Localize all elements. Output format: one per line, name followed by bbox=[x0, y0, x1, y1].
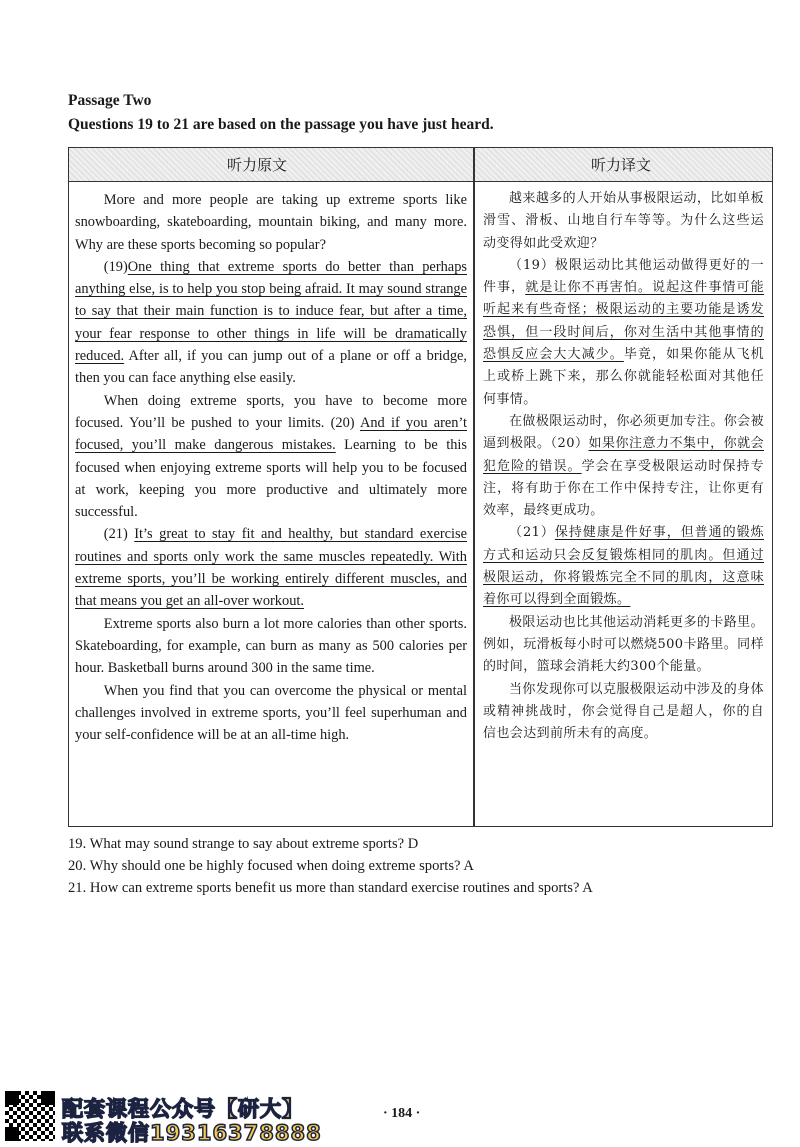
chinese-paragraph-5: 极限运动也比其他运动消耗更多的卡路里。例如，玩滑板每小时可以燃烧500卡路里。同样的时间，篮球会消耗大约300个能量。 bbox=[483, 614, 764, 675]
english-paragraph-2-rest: After all, if you can jump out of a plane or off a bridge, then you can face anything else easily. bbox=[75, 348, 467, 387]
question-marker-19: (19) bbox=[103, 258, 128, 275]
passage-title: Passage Two bbox=[68, 92, 152, 109]
chinese-translation bbox=[475, 181, 772, 745]
question-20: 20. Why should one be highly focused when doing extreme sports? A bbox=[68, 858, 474, 874]
cn-answer-underline-20: 如果你注意力不集中，你就会犯危险的错误。 bbox=[483, 436, 764, 474]
table-header bbox=[69, 148, 772, 182]
question-21: 21. How can extreme sports benefit us more than standard exercise routines and sports? A bbox=[68, 880, 593, 896]
cn-question-marker-19: （19） bbox=[509, 257, 555, 273]
chinese-paragraph-3-end: 学会在享受极限运动时保持专注，将有助于你在工作中保持专注，让你更有效率，最终更成功。 bbox=[483, 458, 764, 519]
cn-answer-underline-21: 保持健康是件好事，但普通的锻炼方式和运动只会反复锻炼相同的肌肉。但通过极限运动，你将锻炼完全不同的肌肉，这意味着你可以得到全面锻炼。 bbox=[483, 525, 764, 608]
chinese-paragraph-1: 越来越多的人开始从事极限运动，比如单板滑雪、滑板、山地自行车等等。为什么这些运动变得如此受欢迎？ bbox=[483, 191, 764, 251]
chinese-paragraph-2 bbox=[483, 255, 764, 411]
question-marker-21: (21) bbox=[103, 526, 135, 543]
english-paragraph-3-end: Learning to be this focused when enjoying extreme sports will help you to be focused at work, keeping you more productive and ultimately more successful. bbox=[75, 437, 467, 521]
english-paragraph-2 bbox=[75, 256, 467, 390]
watermark-line-2: 联系微信19316378888 bbox=[62, 1121, 322, 1145]
chinese-paragraph-2-rest: 毕竟，如果你能从飞机上或桥上跳下来，那么你就能轻松面对其他任何事情。 bbox=[483, 347, 764, 407]
watermark-line-1: 配套课程公众号【研大】 bbox=[62, 1097, 304, 1121]
english-transcript bbox=[69, 181, 473, 746]
english-paragraph-5: Extreme sports also burn a lot more calories than other sports. Skateboarding, for example, can burn as many as 500 calories per hour. Basketball burns around 300 in the same time. bbox=[75, 615, 467, 677]
answer-list bbox=[68, 833, 593, 899]
transcript-table bbox=[68, 147, 773, 827]
header-original-text: 听力原文 bbox=[227, 156, 288, 174]
chinese-paragraph-3 bbox=[483, 411, 764, 522]
cn-question-marker-21: （21） bbox=[509, 525, 555, 541]
english-paragraph-4 bbox=[75, 523, 467, 612]
english-paragraph-3 bbox=[75, 390, 467, 524]
cn-answer-underline-19: 就是让你不再害怕。说起这件事情可能听起来有些奇怪；极限运动的主要功能是诱发恐惧，但一段时间后，你对生活中其他事情的恐惧反应会大大减少。 bbox=[483, 280, 765, 363]
answer-underline-20: And if you aren’t focused, you’ll make dangerous mistakes. bbox=[75, 414, 467, 454]
header-translation: 听力译文 bbox=[591, 156, 652, 174]
page-number: · 184 · bbox=[383, 1106, 421, 1121]
questions-instruction: Questions 19 to 21 are based on the passage you have just heard. bbox=[68, 116, 494, 133]
chinese-paragraph-2-start: 极限运动比其他运动做得更好的一件事， bbox=[483, 257, 764, 296]
english-paragraph-1: More and more people are taking up extreme sports like snowboarding, skateboarding, mountain biking, and many more. Why are these sports becoming so popular? bbox=[75, 192, 467, 253]
chinese-paragraph-4 bbox=[483, 522, 764, 611]
chinese-paragraph-6: 当你发现你可以克服极限运动中涉及的身体或精神挑战时，你会觉得自己是超人，你的自信也会达到前所未有的高度。 bbox=[483, 681, 764, 742]
qr-code-icon bbox=[5, 1091, 55, 1141]
answer-underline-21: It’s great to stay fit and healthy, but standard exercise routines and sports only work the same muscles repeatedly. With extreme sports, you’ll be working entirely different muscles, and that means you get an all-over workout. bbox=[75, 526, 468, 610]
question-19: 19. What may sound strange to say about extreme sports? D bbox=[68, 836, 419, 852]
answer-underline-19: One thing that extreme sports do better than perhaps anything else, is to help you stop being afraid. It may sound strange to say that their main function is to induce fear, but after a time, your fear response to other things in life will be dramatically reduced. bbox=[75, 258, 467, 365]
english-paragraph-6: When you find that you can overcome the physical or mental challenges involved in extreme sports, you’ll feel superhuman and your self-confidence will be at an all-time high. bbox=[75, 682, 467, 744]
chinese-paragraph-3-start: 在做极限运动时，你必须更加专注。你会被逼到极限。（20） bbox=[483, 413, 764, 452]
english-paragraph-3-start: When doing extreme sports, you have to become more focused. You’ll be pushed to your limits. (20) bbox=[75, 392, 467, 431]
